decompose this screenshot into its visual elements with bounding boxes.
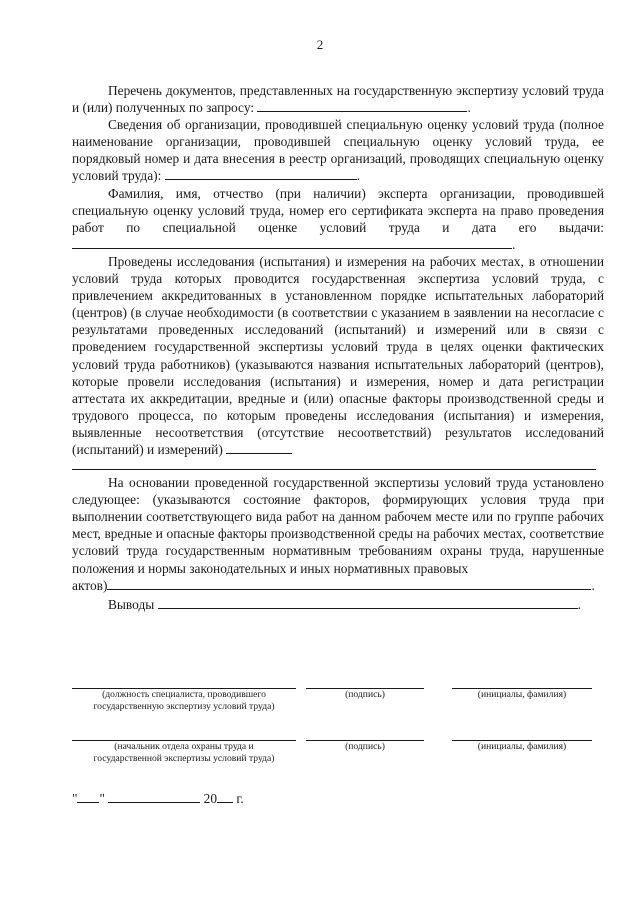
- specialist-signature-field[interactable]: (подпись): [306, 688, 424, 701]
- organization-info-blank[interactable]: [165, 168, 357, 180]
- conclusions-line: Выводы .: [108, 596, 581, 612]
- date-year-blank[interactable]: [217, 790, 233, 803]
- document-body: [72, 82, 604, 613]
- expert-info-paragraph: Фамилия, имя, отчество (при наличии) эксперта организации, проводившей специальную оценку условий труда, номер его сертификата эксперта на право проведения работ по специальной оценке условий труда и дата его выдачи: .: [72, 185, 604, 252]
- research-paragraph: [72, 253, 604, 458]
- research-blank[interactable]: [226, 442, 292, 454]
- findings-last-line: актов) .: [72, 577, 595, 593]
- organization-info-paragraph: Сведения об организации, проводившей специальную оценку условий труда (полное наименование организации, проводившей специальную оценку условий труда, ее порядковый номер и дата внесения в реестр организаций, проводящих специальную оценку условий труда): .: [72, 117, 604, 184]
- research-text: Проведены исследования (испытания) и измерения на рабочих местах, в отношении условий труда которых проводится государственная экспертиза условий труда, с привлечением аккредитованных в установленном порядке испытательных лабораторий (центров) (в случае необходимости (в соответствии с указанием в заявлении на несогласие с результатами проведенных исследований (испытаний) и измерений или в связи с проведением государственной экспертизы условий труда в целях оценки фактических условий труда работников) (указываются названия испытательных лабораторий (центров), которые провели исследования (испытания) и измерения, номер и дата регистрации аттестата их аккредитации, вредные и (или) опасные факторы производственной среды и трудового процесса, по которым проведены исследования (испытания) и измерения, выявленные несоответствия (отсутствие несоответствий) результатов исследований (испытаний) и измерений): [72, 253, 604, 457]
- specialist-initials-field[interactable]: (инициалы, фамилия): [452, 688, 592, 701]
- head-initials-field[interactable]: (инициалы, фамилия): [452, 740, 592, 753]
- head-signature-field[interactable]: (подпись): [306, 740, 424, 753]
- date-line: " " 20 г.: [72, 791, 244, 806]
- research-blank-line[interactable]: [72, 458, 596, 470]
- findings-blank[interactable]: [107, 578, 591, 590]
- conclusions-label: Выводы: [108, 596, 155, 612]
- expert-info-blank[interactable]: [72, 237, 512, 249]
- date-day-blank[interactable]: [77, 790, 99, 803]
- conclusions-blank[interactable]: [158, 597, 578, 609]
- date-month-blank[interactable]: [108, 790, 200, 803]
- head-position-field[interactable]: (начальник отдела охраны труда и государственной экспертизы условий труда): [72, 740, 296, 765]
- specialist-position-field[interactable]: (должность специалиста, проводившего государственную экспертизу условий труда): [72, 688, 296, 713]
- findings-paragraph: [72, 474, 604, 577]
- documents-list-blank[interactable]: [257, 100, 467, 112]
- organization-info-text: Сведения об организации, проводившей специальную оценку условий труда (полное наименование организации, проводившей специальную оценку условий труда, ее порядковый номер и дата внесения в реестр организаций, проводящих специальную оценку условий труда):: [72, 117, 604, 184]
- findings-text: На основании проведенной государственной экспертизы условий труда установлено следующее: (указываются состояние факторов, формирующих условия труда при выполнении соответствующего вида работ на данном рабочем месте или по группе рабочих мест, вредные и опасные факторы производственной среды на рабочих местах, соответствие условий труда государственным нормативным требованиям охраны труда, нарушенные положения и нормы законодательных и иных нормативных правовых: [72, 475, 604, 576]
- page-number: 2: [316, 37, 324, 52]
- documents-list-text: Перечень документов, представленных на государственную экспертизу условий труда и (или) полученных по запросу:: [72, 83, 604, 116]
- documents-list-paragraph: Перечень документов, представленных на государственную экспертизу условий труда и (или) полученных по запросу: .: [72, 83, 604, 116]
- expert-info-text: Фамилия, имя, отчество (при наличии) эксперта организации, проводившей специальную оценку условий труда, номер его сертификата эксперта на право проведения работ по специальной оценке условий труда и дата его выдачи:: [72, 185, 604, 235]
